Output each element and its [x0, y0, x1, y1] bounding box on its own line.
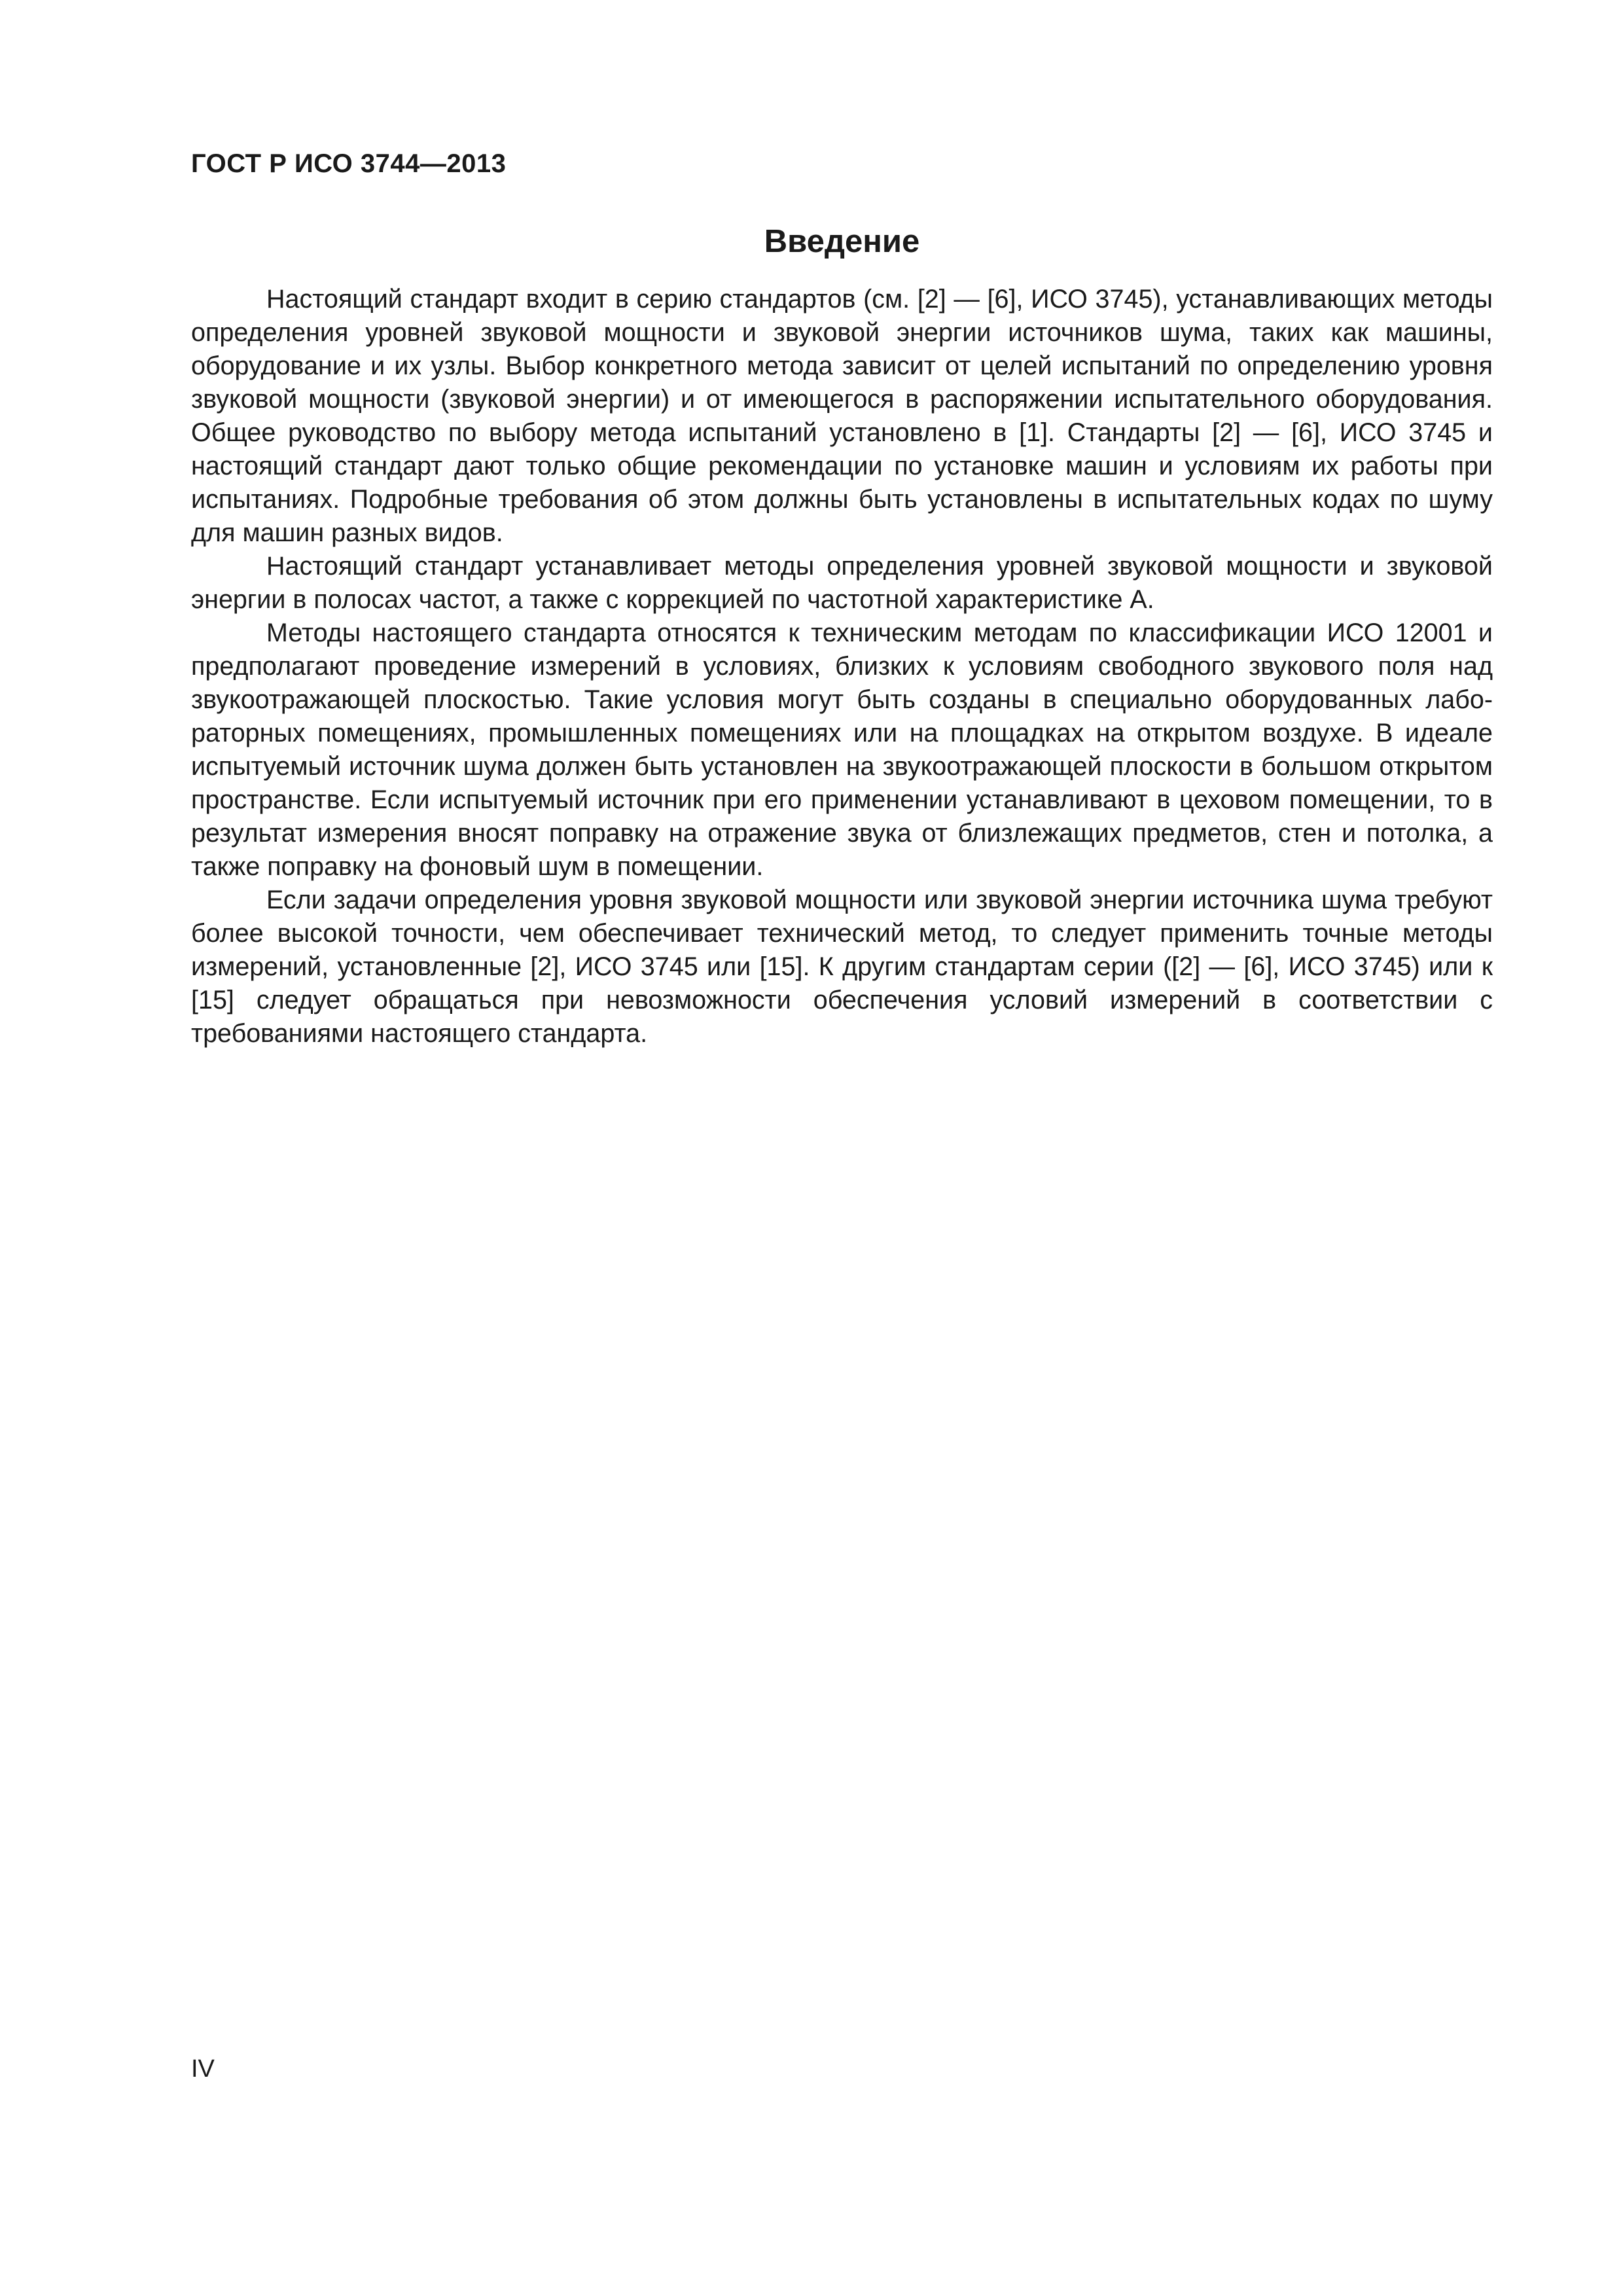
- document-body: [191, 283, 1493, 1050]
- document-header: ГОСТ Р ИСО 3744—2013: [191, 149, 507, 178]
- paragraph: Настоящий стандарт входит в серию стандартов (см. [2] — [6], ИСО 3745), устанавливающих методы определения уровней звуковой мощности и звуковой энергии источников шума, таких как машины, оборудование и их узлы. Выбор конкретного метода зависит от целей испытаний по определению уровня звуковой мощности (звуковой энергии) и от имеющегося в распоряжении испытательного оборудования. Общее руководство по выбору метода испытаний установлено в [1]. Стандарты [2] — [6], ИСО 3745 и настоящий стандарт дают только общие рекомендации по установке машин и условиям их работы при испытаниях. Подробные требования об этом должны быть установлены в испытательных кодах по шуму для машин разных видов.: [191, 285, 1493, 547]
- paragraph: Методы настоящего стандарта относятся к техническим методам по классификации ИСО 12001 и предполагают проведение измерений в условиях, близких к условиям свободного звукового поля над звукоотражающей плоскостью. Такие условия могут быть созданы в специально оборудованных лабораторных помещениях, промышленных помещениях или на площадках на открытом воздухе. В идеале испытуемый источник шума должен быть установлен на звукоотражающей плоскости в большом открытом пространстве. Если испытуемый источник при его применении устанавливают в цеховом помещении, то в результат измерения вносят поправку на отражение звука от близлежащих предметов, стен и потолка, а также поправку на фоновый шум в помещении.: [191, 619, 1493, 881]
- paragraph: Если задачи определения уровня звуковой мощности или звуковой энергии источника шума требуют более высокой точности, чем обеспечивает технический метод, то следует применить точные методы измерений, установленные [2], ИСО 3745 или [15]. К другим стандартам серии ([2] — [6], ИСО 3745) или к [15] следует обращаться при невозможности обеспечения условий измерений в соответствии с требованиями настоящего стандарта.: [191, 886, 1493, 1048]
- paragraph: Настоящий стандарт устанавливает методы определения уровней звуковой мощности и звуковой энергии в полосах частот, а также с коррекцией по частотной характеристике А.: [191, 552, 1493, 614]
- section-title: Введение: [764, 224, 920, 259]
- page-number: IV: [191, 2055, 215, 2083]
